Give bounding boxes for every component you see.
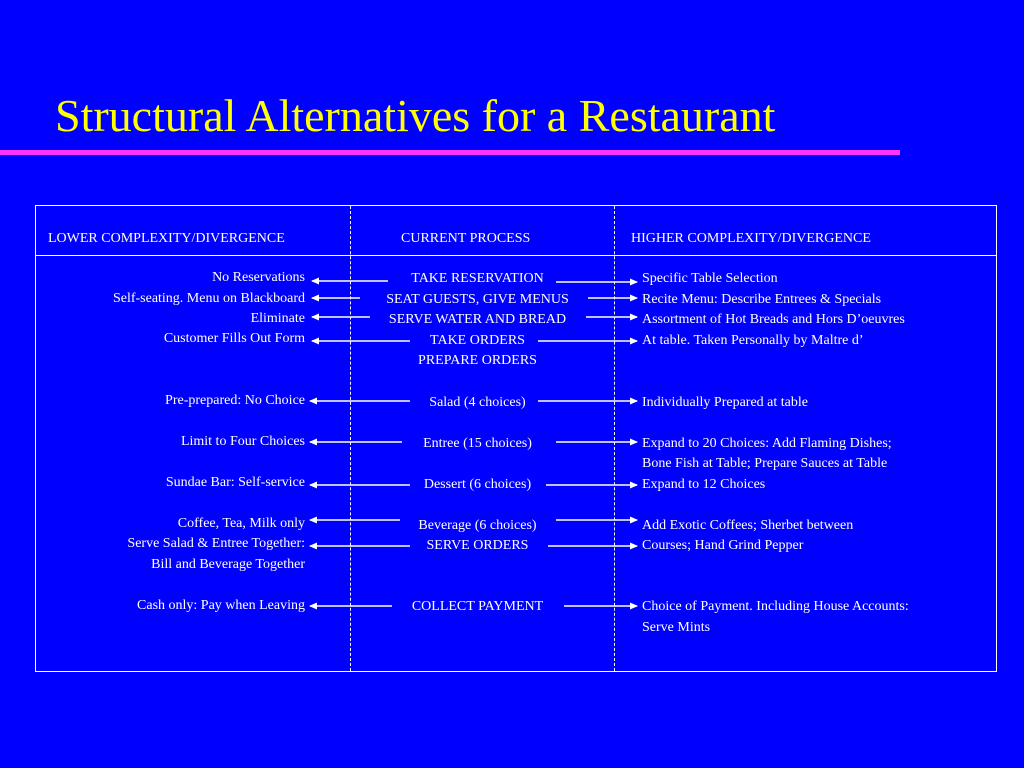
header-divider (35, 255, 997, 256)
current-step: Beverage (6 choices) (418, 518, 537, 533)
current-step: TAKE RESERVATION (411, 271, 544, 286)
lower-item: No Reservations (212, 270, 305, 285)
current-step: Entree (15 choices) (423, 436, 532, 451)
column-divider-right (614, 206, 615, 671)
lower-item: Pre-prepared: No Choice (165, 393, 305, 408)
lower-item: Eliminate (250, 311, 305, 326)
current-step: Dessert (6 choices) (423, 477, 532, 492)
higher-item: Choice of Payment. Including House Accounts: (642, 599, 909, 614)
header-higher: HIGHER COMPLEXITY/DIVERGENCE (631, 231, 871, 246)
lower-item: Limit to Four Choices (180, 434, 305, 449)
higher-item: Assortment of Hot Breads and Hors D’oeuvres (642, 312, 905, 327)
title-underline (0, 150, 900, 155)
higher-item: Courses; Hand Grind Pepper (642, 538, 804, 553)
current-step: PREPARE ORDERS (418, 353, 537, 368)
slide-title: Structural Alternatives for a Restaurant (55, 90, 776, 141)
higher-item: Individually Prepared at table (642, 395, 808, 410)
lower-item: Customer Fills Out Form (163, 331, 305, 346)
lower-item: Serve Salad & Entree Together: (127, 536, 305, 551)
lower-item: Coffee, Tea, Milk only (177, 516, 305, 531)
higher-item: Bone Fish at Table; Prepare Sauces at Table (642, 456, 888, 471)
lower-item: Self-seating. Menu on Blackboard (112, 291, 305, 306)
current-step: TAKE ORDERS (430, 333, 525, 348)
higher-item: Add Exotic Coffees; Sherbet between (642, 518, 854, 533)
lower-item: Bill and Beverage Together (151, 557, 305, 572)
current-step: COLLECT PAYMENT (411, 599, 544, 614)
higher-item: Expand to 12 Choices (642, 477, 766, 492)
current-step: SERVE WATER AND BREAD (388, 312, 567, 327)
higher-item: Recite Menu: Describe Entrees & Specials (642, 292, 882, 307)
higher-item: Specific Table Selection (642, 271, 778, 286)
lower-item: Cash only: Pay when Leaving (137, 598, 305, 613)
lower-item: Sundae Bar: Self-service (165, 475, 305, 490)
header-lower: LOWER COMPLEXITY/DIVERGENCE (48, 231, 285, 246)
column-divider-left (350, 206, 351, 671)
header-current: CURRENT PROCESS (401, 231, 531, 246)
higher-item: Serve Mints (642, 620, 711, 635)
higher-item: Expand to 20 Choices: Add Flaming Dishes; (642, 436, 892, 451)
current-step: SERVE ORDERS (426, 538, 529, 553)
current-step: Salad (4 choices) (429, 395, 526, 410)
higher-item: At table. Taken Personally by Maltre d’ (642, 333, 864, 348)
current-step: SEAT GUESTS, GIVE MENUS (386, 292, 569, 307)
